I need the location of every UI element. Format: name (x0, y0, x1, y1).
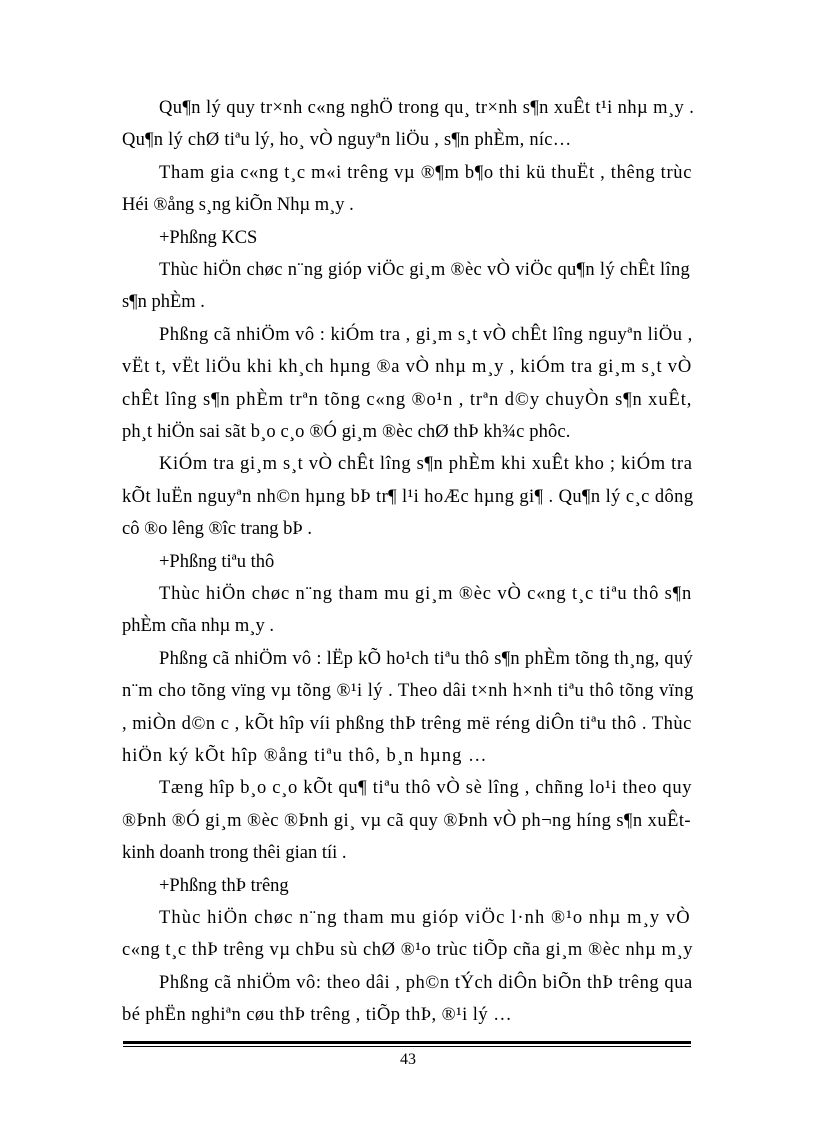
text-line: cô ®o lêng ®îc trang bÞ . (122, 519, 312, 539)
page-number: 43 (400, 1051, 416, 1068)
text-line: Phßng cã nhiÖm vô : kiÓm tra , gi¸m s¸t vÒ chÊt lîng nguyªn liÖu , (159, 325, 693, 345)
text-line: Phßng cã nhiÖm vô: theo dâi , ph©n tÝch diÔn biÕn thÞ trêng qua (159, 973, 693, 993)
text-line: hiÖn ký kÕt hîp ®ång tiªu thô, b¸n hµng … (122, 746, 488, 766)
text-line: Phßng cã nhiÖm vô : lËp kÕ ho¹ch tiªu thô s¶n phÈm tõng th¸ng, quý (159, 649, 694, 669)
text-line: Thùc hiÖn chøc n¨ng tham mu gióp viÖc l·nh ®¹o nhµ m¸y vÒ (159, 908, 691, 928)
text-line: Tham gia c«ng t¸c m«i trêng vµ ®¶m b¶o thi kü thuËt , thêng trùc (159, 163, 693, 183)
text-line: ph¸t hiÖn sai sãt b¸o c¸o ®Ó gi¸m ®èc chØ thÞ kh¾c phôc. (122, 422, 571, 442)
text-line: Thùc hiÖn chøc n¨ng gióp viÖc gi¸m ®èc vÒ viÖc qu¶n lý chÊt lîng (159, 260, 691, 280)
text-line: c«ng t¸c thÞ trêng vµ chÞu sù chØ ®¹o trùc tiÕp cña gi¸m ®èc nhµ m¸y (122, 940, 694, 960)
text-line: Héi ®ång s¸ng kiÕn Nhµ m¸y . (122, 195, 354, 215)
section-heading-kcs: +Phßng KCS (159, 228, 258, 248)
text-line: Qu¶n lý chØ tiªu lý, ho¸ vÒ nguyªn liÖu , s¶n phÈm, níc… (122, 130, 572, 150)
text-line: Tæng hîp b¸o c¸o kÕt qu¶ tiªu thô vÒ sè lîng , chñng lo¹i theo quy (159, 778, 693, 798)
text-line: kinh doanh trong thêi gian tíi . (122, 843, 347, 863)
section-heading-thi-truong: +Phßng thÞ trêng (159, 876, 289, 896)
footer-rule-thin (123, 1046, 691, 1047)
footer-rule-thick (123, 1041, 691, 1044)
text-line: vËt t, vËt liÖu khi kh¸ch hµng ®a vÒ nhµ m¸y , kiÓm tra gi¸m s¸t vÒ (122, 357, 692, 377)
text-line: Thùc hiÖn chøc n¨ng tham mu gi¸m ®èc vÒ c«ng t¸c tiªu thô s¶n (159, 584, 693, 604)
text-line: ®Þnh ®Ó gi¸m ®èc ®Þnh gi¸ vµ cã quy ®Þnh vÒ ph¬ng híng s¶n xuÊt- (122, 811, 692, 831)
section-heading-tieu-thu: +Phßng tiªu thô (159, 552, 275, 572)
text-line: Qu¶n lý quy tr×nh c«ng nghÖ trong qu¸ tr×nh s¶n xuÊt t¹i nhµ m¸y . (159, 98, 695, 118)
text-line: n¨m cho tõng vïng vµ tõng ®¹i lý . Theo dâi t×nh h×nh tiªu thô tõng vïng (122, 681, 694, 701)
text-line: KiÓm tra gi¸m s¸t vÒ chÊt lîng s¶n phÈm khi xuÊt kho ; kiÓm tra (159, 454, 693, 474)
text-line: phÈm cña nhµ m¸y . (122, 616, 274, 636)
text-line: chÊt lîng s¶n phÈm trªn tõng c«ng ®o¹n , trªn d©y chuyÒn s¶n xuÊt, (122, 390, 693, 410)
text-line: kÕt luËn nguyªn nh©n hµng bÞ tr¶ l¹i hoÆc hµng gi¶ . Qu¶n lý c¸c dông (122, 487, 694, 507)
text-line: , miÒn d©n c , kÕt hîp víi phßng thÞ trêng më réng diÔn tiªu thô . Thùc (122, 714, 692, 734)
text-line: s¶n phÈm . (122, 292, 205, 312)
text-line: bé phËn nghiªn cøu thÞ trêng , tiÕp thÞ, ®¹i lý … (122, 1005, 513, 1025)
